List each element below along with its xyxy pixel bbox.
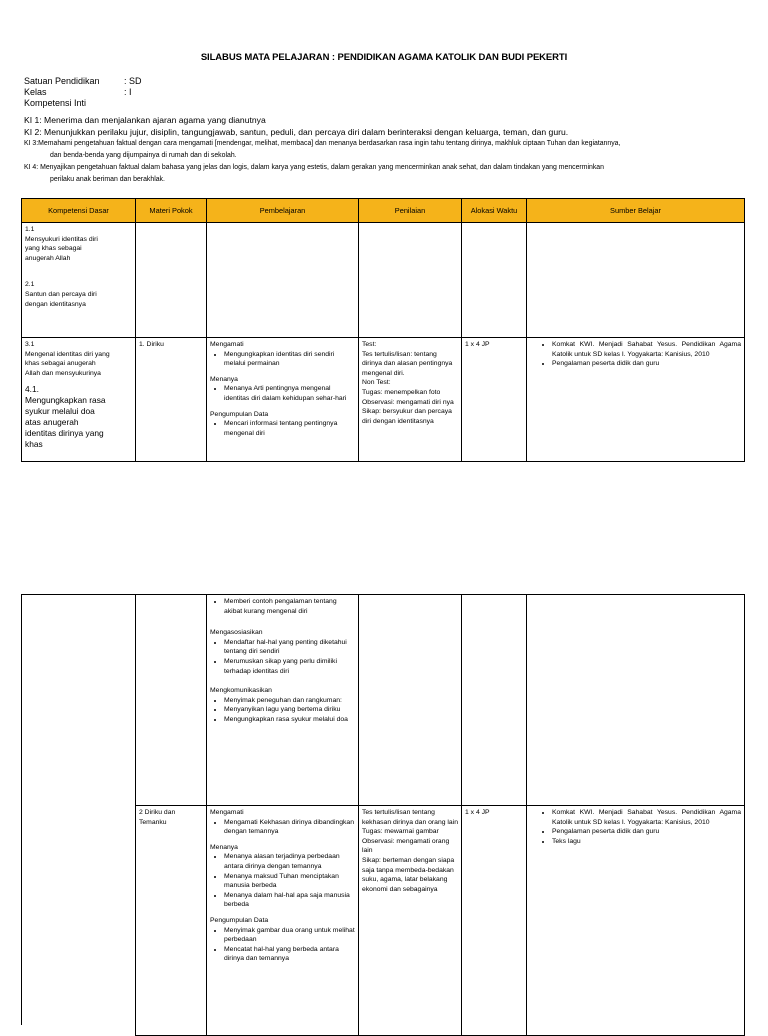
list-item: • Merumuskan sikap yang perlu dimiliki terhadap identitas diri	[224, 657, 355, 676]
ki-4-line1: KI 4: Menyajikan pengetahuan faktual dalam bahasa yang jelas dan logis, dalam karya yang estetis, dalam gerakan yang mencerminkan anak sehat, dan dalam tindakan yang mencerminkan	[24, 164, 604, 171]
alokasi-waktu: 1 x 4 JP	[462, 338, 527, 462]
list-item: • Mengamati Kekhasan dirinya dibandingkan dengan temannya	[224, 818, 355, 837]
satuan-value: : SD	[124, 76, 142, 86]
list-item: • Pengalaman peserta didik dan guru	[552, 827, 741, 837]
penilaian-line: Non Test:	[362, 379, 391, 387]
ki-heading: Kompetensi Inti	[24, 98, 87, 108]
materi-pokok-2: 2 Diriku dan Temanku	[136, 806, 207, 1036]
penilaian-line: Test:	[362, 341, 377, 348]
header-sumber-belajar: Sumber Belajar	[527, 199, 745, 223]
list-item: • Menanya alasan terjadinya perbedaan antara dirinya dengan temannya	[224, 852, 355, 871]
header-materi-pokok: Materi Pokok	[136, 199, 207, 223]
list-item: • Menanya maksud Tuhan menciptakan manusia berbeda	[224, 872, 355, 891]
kd-number: 1.1	[25, 226, 35, 233]
list-item: • Mencari informasi tentang pentingnya mengenal diri	[224, 419, 355, 438]
header-pembelajaran: Pembelajaran	[207, 199, 359, 223]
section-mengamati: Mengamati	[210, 809, 244, 816]
table-row	[22, 223, 745, 338]
document-title: SILABUS MATA PELAJARAN : PENDIDIKAN AGAMA KATOLIK DAN BUDI PEKERTI	[200, 52, 568, 63]
identity-block	[24, 76, 142, 109]
list-item: • Teks lagu	[552, 837, 741, 847]
section-pengumpulan-data: Pengumpulan Data	[210, 916, 269, 924]
header-kompetensi-dasar: Kompetensi Dasar	[22, 199, 136, 223]
ki-3	[24, 138, 744, 162]
table-row	[22, 338, 745, 462]
list-item: • Menyimak gambar dua orang untuk melihat perbedaan	[224, 926, 355, 945]
kd-text: Santun dan percaya diri dengan identitasnya	[25, 290, 97, 308]
section-menanya: Menanya	[210, 843, 238, 851]
kd-number: 4.1.	[25, 384, 39, 395]
list-item: • Menanya Arti pentingnya mengenal identitas diri dalam kehidupan sehar-hari	[224, 384, 355, 403]
list-item: • Pengalaman peserta didik dan guru	[552, 359, 741, 369]
header-alokasi-waktu: Alokasi Waktu	[462, 199, 527, 223]
list-item: • Mendaftar hal-hal yang penting diketahui tentang diri sendiri	[224, 638, 355, 657]
satuan-label: Satuan Pendidikan	[24, 76, 100, 86]
kd-text: Mengungkapkan rasa syukur melalui doa atas anugerah identitas dirinya yang khas	[25, 395, 106, 450]
table-row	[136, 806, 745, 1036]
penilaian-line: Observasi: mengamati diri nya	[362, 398, 454, 406]
ki-3-line1: KI 3:Memahami pengetahuan faktual dengan cara mengamati [mendengar, melihat, membaca] dan menanya berdasarkan rasa ingin tahu tentang dirinya, makhluk ciptaan Tuhan dan kegiatannya,	[24, 140, 621, 147]
kd-number: 3.1	[25, 341, 35, 348]
penilaian-line: Tes tertulis/lisan tentang kekhasan dirinya dan orang lain	[362, 809, 458, 826]
table-row	[136, 595, 745, 806]
penilaian-line: Sikap: berteman dengan siapa saja tanpa membeda-bedakan suku, agama, latar belakang ekonomi dan sebagainya	[362, 856, 455, 893]
syllabus-table	[21, 198, 745, 462]
penilaian-line: Tes tertulis/lisan: tentang dirinya dan alasan pentingnya mengenal diri.	[362, 350, 453, 377]
kelas-label: Kelas	[24, 87, 47, 97]
list-item: • Komkat KWI. Menjadi Sahabat Yesus. Pendidikan Agama Katolik untuk SD kelas I. Yogyakarta: Kanisius, 2010	[552, 340, 741, 359]
table-continuation-left	[21, 594, 136, 1025]
kd-number: 2.1	[25, 281, 35, 289]
kelas-value: : I	[124, 87, 132, 97]
penilaian-line: Tugas: menempelkan foto	[362, 388, 441, 396]
list-item: • Mencatat hal-hal yang berbeda antara dirinya dan temannya	[224, 945, 355, 964]
list-item: • Menyanyikan lagu yang bertema diriku	[224, 705, 355, 715]
section-mengamati: Mengamati	[210, 341, 244, 348]
ki-1: KI 1: Menerima dan menjalankan ajaran agama yang dianutnya	[24, 115, 266, 125]
list-item: • Menyimak peneguhan dan rangkuman:	[224, 696, 355, 706]
materi-pokok-1: 1. Diriku	[136, 338, 207, 462]
ki-2: KI 2: Menunjukkan perilaku jujur, disiplin, tangungjawab, santun, peduli, dan percaya diri dalam berinteraksi dengan keluarga, teman, dan guru.	[24, 127, 569, 137]
list-item: • Komkat KWI. Menjadi Sahabat Yesus. Pendidikan Agama Katolik untuk SD kelas I. Yogyakarta: Kanisius, 2010	[552, 808, 741, 827]
section-mengkomunikasikan: Mengkomunikasikan	[210, 687, 272, 695]
list-item: • Mengungkapkan rasa syukur melalui doa	[224, 715, 355, 725]
section-mengasosiasikan: Mengasosiasikan	[210, 629, 263, 637]
ki-4-line2: perilaku anak beriman dan berakhlak.	[50, 176, 165, 183]
penilaian-line: Tugas: mewarnai gambar	[362, 828, 439, 836]
kd-text: Mengenal identitas diri yang khas sebagai anugerah Allah dan mensyukurinya	[25, 350, 110, 377]
section-menanya: Menanya	[210, 375, 238, 383]
header-penilaian: Penilaian	[359, 199, 462, 223]
kd-text: Mensyukuri identitas diri yang khas sebagai anugerah Allah	[25, 235, 98, 262]
ki-4	[24, 162, 744, 186]
penilaian-line: Observasi: mengamati orang lain	[362, 837, 450, 855]
syllabus-table-continued	[135, 594, 745, 1036]
list-item: • Memberi contoh pengalaman tentang akibat kurang mengenal diri	[224, 597, 355, 616]
section-pengumpulan-data: Pengumpulan Data	[210, 410, 269, 418]
alokasi-waktu: 1 x 4 JP	[462, 806, 527, 1036]
list-item: • Menanya dalam hal-hal apa saja manusia berbeda	[224, 891, 355, 910]
list-item: • Mengungkapkan identitas diri sendiri melalui permainan	[224, 350, 355, 369]
ki-3-line2: dan benda-benda yang dijumpainya di rumah dan di sekolah.	[50, 152, 237, 159]
penilaian-line: Sikap: bersyukur dan percaya diri dengan identitasnya	[362, 408, 452, 425]
